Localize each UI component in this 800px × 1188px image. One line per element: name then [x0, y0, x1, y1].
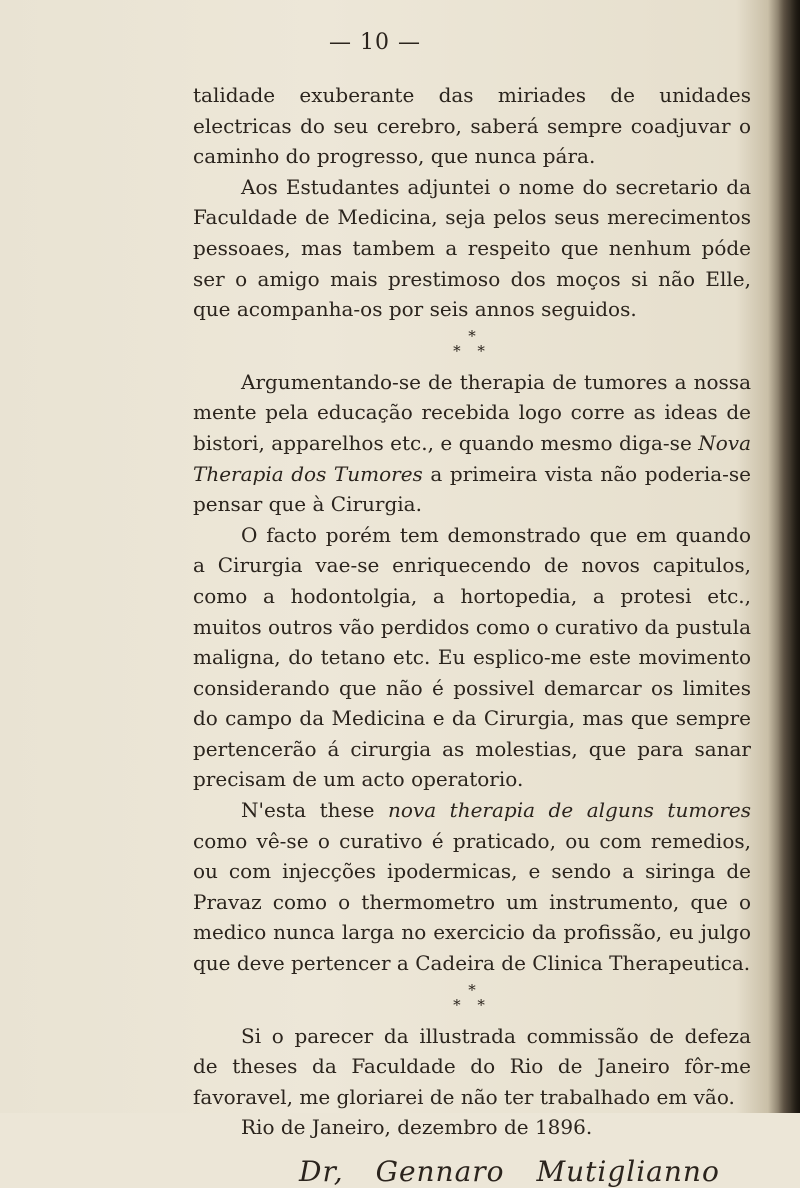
separator-star-bottom: * *: [453, 341, 491, 360]
paragraph-3-text-a: Argumentando-se de therapia de tumores a nossa mente pela educação recebida logo corre as ideas de bistori, apparelhos etc., e quando mesmo diga-se: [193, 369, 751, 455]
paragraph-4: O facto porém tem demonstrado que em quando a Cirurgia vae-se enriquecendo de novos capitulos, como a hodontolgia, a hortopedia, a protesi etc., muitos outros vão perdidos como o curativo da pustula maligna, do tetano etc. Eu esplico-me este movimento considerando que não é possivel demarcar os limites do campo da Medicina e da Cirurgia, mas que sempre pertencerão á cirurgia as molestias, que para sanar precisam de um acto operatorio.: [193, 522, 751, 792]
paragraph-3-text-b: a primeira vista não poderia-se pensar que à Cirurgia.: [193, 461, 752, 517]
paragraph-5: [193, 795, 751, 979]
paragraph-3: [193, 367, 751, 520]
section-separator-1: [193, 326, 751, 360]
separator-star-top: *: [468, 326, 476, 345]
date-line: Rio de Janeiro, dezembro de 1896.: [241, 1115, 593, 1140]
paragraph-5-text-a: N'esta these: [241, 798, 388, 823]
signature-title: Dr,: [299, 1155, 344, 1188]
page-edge-shadow: [778, 0, 800, 1113]
signature: [299, 1157, 751, 1188]
section-separator-2: [193, 980, 751, 1014]
body-text: [193, 80, 751, 1188]
paragraph-3-italic: Nova Therapia dos Tumores: [193, 430, 751, 486]
paragraph-5-text-b: como vê-se o curativo é praticado, ou com remedios, ou com injecções ipodermicas, e sendo a siringa de Pravaz como o thermometro um instrumento, que o medico nunca larga no exercicio da profissão, eu julgo que deve pertencer a Cadeira de Clinica Therapeutica.: [193, 828, 751, 976]
paragraph-2: Aos Estudantes adjuntei o nome do secretario da Faculdade de Medicina, seja pelos seus merecimentos pessoaes, mas tambem a respeito que nenhum póde ser o amigo mais prestimoso dos moços si não Elle, que acompanha-os por seis annos seguidos.: [193, 174, 751, 322]
page-number: — 10 —: [329, 30, 421, 55]
signature-last-name: Mutiglianno: [536, 1155, 720, 1188]
paragraph-1: talidade exuberante das miriades de unidades electricas do seu cerebro, saberá sempre coadjuvar o caminho do progresso, que nunca pára.: [193, 83, 751, 169]
paragraph-5-italic: nova therapia de alguns tumores: [387, 798, 751, 823]
signature-first-name: Gennaro: [375, 1155, 505, 1188]
separator-star-bottom: * *: [453, 995, 491, 1014]
paragraph-6: Si o parecer da illustrada commissão de defeza de theses da Faculdade do Rio de Janeiro fôr-me favoravel, me gloriarei de não ter trabalhado em vão.: [193, 1023, 751, 1109]
separator-star-top: *: [468, 980, 476, 999]
